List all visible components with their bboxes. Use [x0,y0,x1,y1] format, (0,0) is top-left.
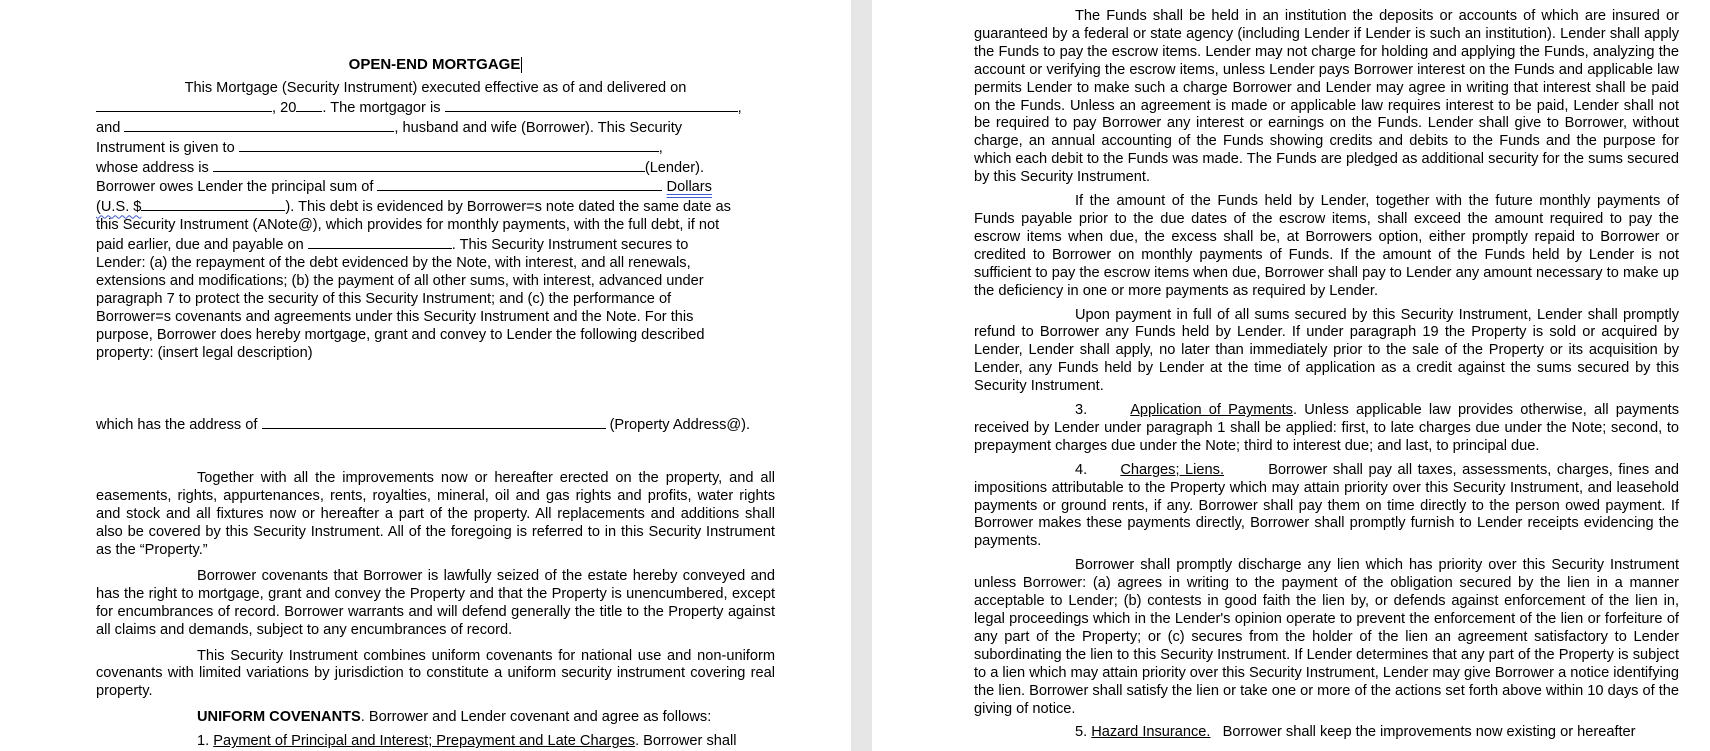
intro-line-13: Borrower=s covenants and agreements under this Security Instrument and the Note. For this [96,308,694,325]
paragraph-1-heading: 1. Payment of Principal and Interest; Prepayment and Late Charges. Borrower shall [197,733,737,750]
intro-line-10: Lender: (a) the repayment of the debt evidenced by the Note, with interest, and all renewals, [96,255,691,272]
mortgagor-blank[interactable] [445,98,738,112]
paragraph-4: 4. Charges; Liens. Borrower shall pay all taxes, assessments, charges, fines and impositions attributable to the Property which may attain priority over this Security Instrument, and leasehold payments or ground rents, if any. Borrower shall pay them on time directly to the person owed payment. If Borrower makes these payments directly, Borrower shall promptly furnish to Lender receipts evidencing the payments. [974,461,1680,550]
page-gap [851,0,872,751]
due-date-blank[interactable] [308,235,452,249]
discharge-paragraph: Borrower shall promptly discharge any lien which has priority over this Security Instrument unless Borrower: (a) agrees in writing to the payment of the obligation secured by the lien in a manner acceptable to Lender; (b) contests in good faith the lien by, or defends against enforcement of the lien in, legal proceedings which in the Lender's opinion operate to prevent the enforcement of the lien or forfeiture of any part of the Property; or (c) secures from the holder of the lien an agreement satisfactory to Lender subordinating the lien to this Security Instrument. If Lender determines that any part of the Property is subject to a lien which may attain priority over this Security Instrument, Lender may give Borrower a notice identifying the lien. Borrower shall satisfy the lien or take one or more of the actions set forth above within 10 days of the giving of notice. [974,557,1679,717]
lender-name-blank[interactable] [239,138,659,152]
document-title: OPEN-END MORTGAGE [348,56,521,73]
covenants-lawful-paragraph: Borrower covenants that Borrower is lawfully seized of the estate hereby conveyed and has the right to mortgage, grant and convey the Property and that the Property is unencumbered, except for encumbrances of record. Borrower warrants and will defend generally the title to the Property against all claims and demands, subject to any encumbrances of record. [96,567,775,638]
spouse-blank[interactable] [124,118,394,132]
document-page-left[interactable] [0,0,851,751]
intro-line-9: paid earlier, due and payable on . This Security Instrument secures to [96,237,689,254]
intro-line-7: (U.S. $ ). This debt is evidenced by Borrower=s note dated the same date as [96,199,731,216]
property-address-line: which has the address of (Property Address@). [96,416,751,433]
intro-line-14: purpose, Borrower does hereby mortgage, grant and convey to Lender the following described [96,326,705,343]
year-blank[interactable] [296,98,322,112]
amount-blank[interactable] [141,197,285,211]
paragraph-3: 3. Application of Payments. Unless applicable law provides otherwise, all payments received by Lender under paragraph 1 shall be applied: first, to late charges due under the Note; second, to prepayment charges due under the Note; third to interest due; and last, to principal due. [974,402,1679,454]
intro-line-8: this Security Instrument (ANote@), which provides for monthly payments, with the full debt, if not [96,217,720,234]
funds-exceed-paragraph: If the amount of the Funds held by Lender, together with the future monthly payments of Funds payable prior to the due dates of the escrow items, shall exceed the amount required to pay the escrow items when due, the excess shall be, at Borrowers option, either promptly repaid to Borrower or credited to Borrower on monthly payments of Funds. If the amount of the Funds held by Lender is not sufficient to pay the escrow items when due, Borrower shall pay to Lender any amount necessary to make up the deficiency in one or more payments as required by Lender. [974,193,1679,299]
page-left-body [96,56,775,751]
lender-address-blank[interactable] [213,158,645,172]
intro-line-4: Instrument is given to , [96,139,663,156]
document-page-right[interactable] [872,0,1710,751]
intro-line-11: extensions and modifications; (b) the payment of all other sums, with interest, advanced under [96,272,704,289]
intro-line-3: and , husband and wife (Borrower). This Security [96,119,683,136]
page-right-body [974,8,1679,742]
intro-line-5: whose address is (Lender). [96,159,705,176]
upon-payment-paragraph: Upon payment in full of all sums secured by this Security Instrument, Lender shall promptly refund to Borrower any Funds held by Lender. If under paragraph 19 the Property is sold or acquired by Lender, Lender shall apply, no later than immediately prior to the sale of the Property or its acquisition by Lender, any Funds held by Lender at the time of application as a credit against the sums secured by this Security Instrument. [974,306,1679,395]
principal-sum-blank[interactable] [377,177,662,191]
combines-paragraph: This Security Instrument combines uniform covenants for national use and non-uniform covenants with limited variations by jurisdiction to constitute a uniform security instrument covering real property. [96,647,775,700]
together-paragraph: Together with all the improvements now or hereafter erected on the property, and all easements, rights, appurtenances, rents, royalties, mineral, oil and gas rights and profits, water rights and stock and all fixtures now or hereafter a part of the property. All replacements and additions shall also be covered by this Security Instrument. All of the foregoing is referred to in this Security Instrument as the “Property.” [96,470,775,559]
date-blank[interactable] [96,98,272,112]
property-address-blank[interactable] [262,415,606,429]
text-cursor [521,57,522,73]
intro-line-12: paragraph 7 to protect the security of this Security Instrument; and (c) the performance of [96,290,672,307]
intro-line-15: property: (insert legal description) [96,344,313,361]
paragraph-5-heading: 5. Hazard Insurance. Borrower shall keep the improvements now existing or hereafter [1075,724,1636,741]
intro-line-2: , 20 . The mortgagor is , [96,98,775,118]
uniform-covenants-line: UNIFORM COVENANTS. Borrower and Lender covenant and agree as follows: [197,709,712,726]
intro-line-6: Borrower owes Lender the principal sum of Dollars [96,179,712,196]
intro-line-1: This Mortgage (Security Instrument) executed effective as of and delivered on [184,79,687,96]
funds-held-paragraph: The Funds shall be held in an institution the deposits or accounts of which are insured or guaranteed by a federal or state agency (including Lender if Lender is such an institution). Lender shall apply the Funds to pay the escrow items. Lender may not charge for holding and applying the Funds, analyzing the account or verifying the escrow items, unless Lender pays Borrower interest on the Funds and applicable law permits Lender to make such a charge Borrower and Lender may agree in writing that interest shall be paid on the Funds. Unless an agreement is made or applicable law requires interest to be paid, Lender shall not be required to pay Borrower any interest or earnings on the Funds. Lender shall give to Borrower, without charge, an annual accounting of the Funds showing credits and debits to the Funds and the purpose for which each debit to the Funds was made. The Funds are pledged as additional security for the sums secured by this Security Instrument. [974,8,1679,186]
